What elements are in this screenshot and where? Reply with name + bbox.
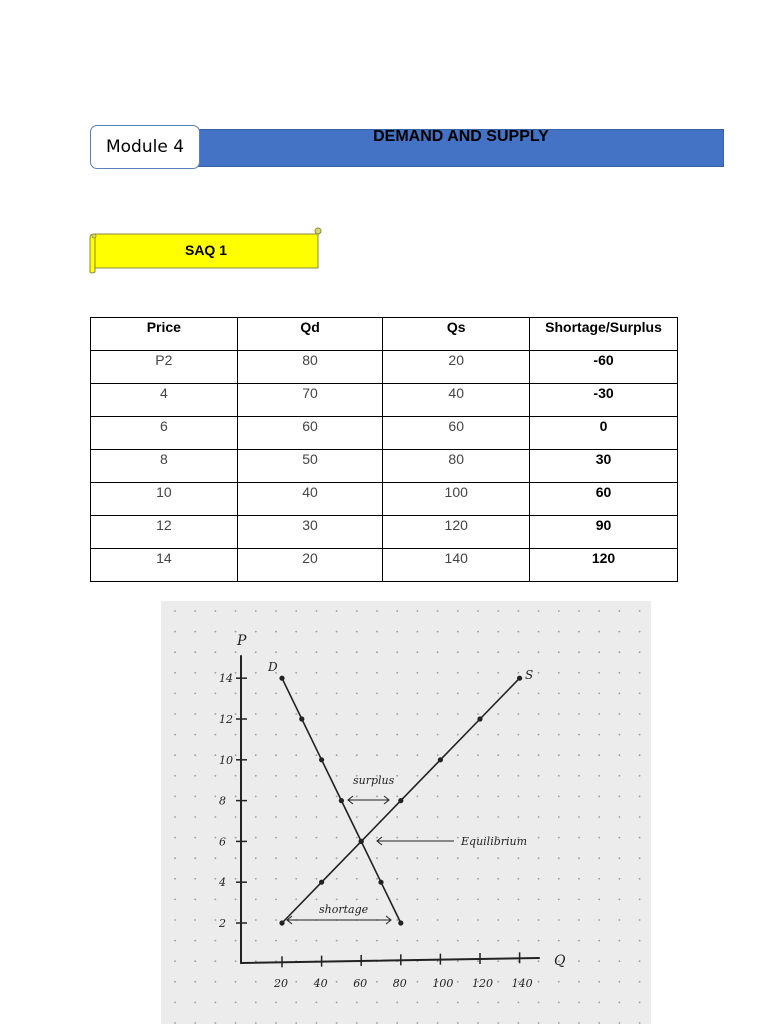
col-header-qd: Qd: [237, 318, 383, 351]
cell-qs: 100: [383, 483, 530, 516]
module-label: Module 4: [105, 137, 185, 157]
cell-price: P2: [91, 351, 238, 384]
cell-shortage-surplus: 60: [530, 483, 678, 516]
x-tick-label: 140: [511, 977, 533, 990]
equilibrium-label: Equilibrium: [461, 835, 528, 848]
supply-point: [359, 839, 364, 844]
module-label-box: [90, 125, 200, 169]
supply-point: [517, 676, 522, 681]
shortage-label: shortage: [319, 903, 369, 916]
x-tick-label: 80: [392, 977, 407, 990]
table-row: [91, 417, 678, 450]
cell-qs: 40: [383, 384, 530, 417]
supply-point: [438, 757, 443, 762]
demand-point: [339, 798, 344, 803]
x-tick-label: 120: [472, 977, 493, 990]
cell-shortage-surplus: -60: [530, 351, 678, 384]
saq-banner: [88, 226, 324, 274]
y-tick-label: 8: [219, 794, 226, 808]
col-header-qs: Qs: [383, 318, 530, 351]
page-title: DEMAND AND SUPPLY: [373, 128, 549, 145]
table-row: [91, 450, 678, 483]
table-row: [91, 549, 678, 582]
cell-shortage-surplus: -30: [530, 384, 678, 417]
cell-qs: 20: [383, 351, 530, 384]
cell-qd: 40: [237, 483, 383, 516]
y-tick-label: 14: [219, 672, 233, 686]
cell-qd: 80: [237, 351, 383, 384]
supply-point: [398, 798, 403, 803]
demand-point: [319, 757, 324, 762]
y-tick-label: 2: [219, 917, 226, 930]
table-row: [91, 384, 678, 417]
demand-point: [299, 716, 304, 721]
x-tick-label: 20: [274, 977, 288, 990]
cell-qs: 120: [383, 516, 530, 549]
demand-point: [398, 920, 403, 925]
col-header-price: Price: [91, 318, 238, 351]
cell-qd: 50: [237, 450, 383, 483]
supply-point: [477, 716, 482, 721]
y-axis-label: P: [237, 633, 247, 649]
cell-shortage-surplus: 0: [530, 417, 678, 450]
demand-supply-table: [90, 317, 678, 582]
cell-shortage-surplus: 90: [530, 516, 678, 549]
saq-label: SAQ 1: [184, 242, 227, 258]
graph-svg: [161, 601, 651, 1024]
table-row: [91, 483, 678, 516]
cell-qd: 60: [237, 417, 383, 450]
demand-curve-label: D: [268, 660, 278, 674]
supply-curve-label: S: [525, 668, 534, 682]
y-tick-label: 10: [219, 753, 233, 767]
demand-point: [279, 676, 284, 681]
x-tick-label: 40: [313, 977, 328, 990]
y-tick-label: 12: [219, 713, 233, 726]
cell-price: 12: [91, 516, 238, 549]
cell-qs: 80: [383, 450, 530, 483]
cell-qd: 20: [237, 549, 383, 582]
cell-price: 14: [91, 549, 238, 582]
cell-qs: 140: [383, 549, 530, 582]
cell-price: 6: [91, 417, 238, 450]
supply-point: [279, 920, 284, 925]
y-tick-label: 4: [219, 876, 226, 890]
cell-price: 4: [91, 384, 238, 417]
demand-point: [378, 880, 383, 885]
cell-shortage-surplus: 30: [530, 450, 678, 483]
x-tick-label: 100: [432, 977, 454, 990]
cell-qs: 60: [383, 417, 530, 450]
col-header-shortage-surplus: Shortage/Surplus: [530, 318, 678, 351]
supply-point: [319, 880, 324, 885]
x-axis-label: Q: [554, 953, 566, 969]
table-row: [91, 351, 678, 384]
cell-price: 8: [91, 450, 238, 483]
surplus-label: surplus: [353, 774, 395, 787]
hand-drawn-graph: [161, 601, 651, 1024]
y-tick-label: 6: [219, 835, 226, 849]
table-header-row: [91, 318, 678, 351]
table-row: [91, 516, 678, 549]
x-tick-label: 60: [353, 977, 368, 990]
cell-price: 10: [91, 483, 238, 516]
cell-shortage-surplus: 120: [530, 549, 678, 582]
cell-qd: 30: [237, 516, 383, 549]
cell-qd: 70: [237, 384, 383, 417]
